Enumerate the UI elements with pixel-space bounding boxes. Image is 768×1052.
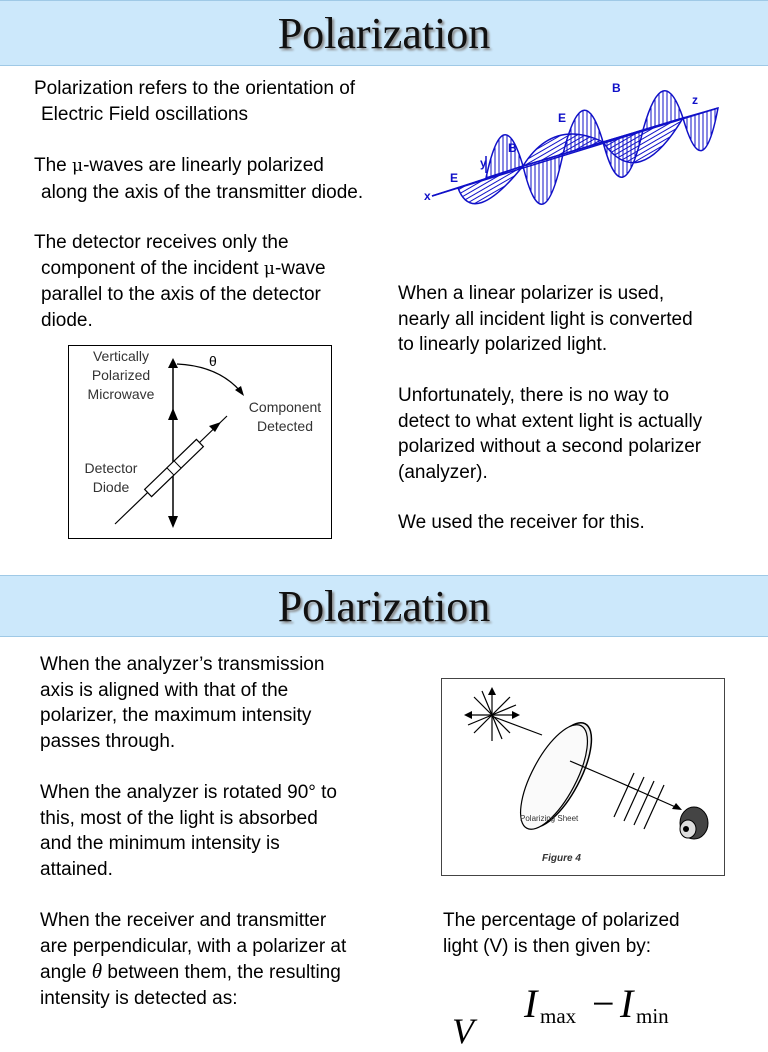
b-field-lobe [523,134,603,166]
wave-label-B-top: B [612,81,621,95]
rotated-line-2: this, most of the light is absorbed [40,807,318,829]
slide1-title-banner [0,0,768,66]
slide1-intro-paragraph [34,76,355,127]
slide1-detector-paragraph [34,230,326,333]
rotated-line-3: and the minimum intensity is [40,833,280,854]
detector-line-4: diode. [41,309,93,331]
label-detected: Detected [256,418,314,434]
slide1-title: Polarization [277,8,491,58]
analyzer-line-3: polarized without a second polarizer [398,436,702,457]
theta-label: θ [209,353,217,369]
label-component: Component [248,399,322,415]
polarizer-line-2: nearly all incident light is converted [398,308,693,330]
aligned-line-2: axis is aligned with that of the [40,679,289,701]
slide1-waves-paragraph [34,153,363,205]
formula-sub-min: min [636,1004,669,1028]
perpendicular-line-1: When the receiver and transmitter [40,910,327,931]
analyzer-line-1: Unfortunately, there is no way to [398,385,670,406]
e-field-lobe [683,108,718,151]
arrow-up-mid [168,408,178,420]
polarization-formula [452,980,712,1051]
detector-arrow [209,422,221,432]
perpendicular-line-3: angle θ between them, the resulting [40,959,341,983]
waves-line-1: The μ-waves are linearly polarized [34,155,324,176]
detector-diagram [69,346,331,538]
observer-eye-icon [680,807,708,839]
polarized-oscillation-arrows [614,773,664,829]
ray-arrowhead [464,711,472,719]
perpendicular-line-2: are perpendicular, with a polarizer at [40,935,347,957]
wave-label-x: x [424,189,431,203]
percentage-line-1: The percentage of polarized [443,910,680,931]
detector-line-3: parallel to the axis of the detector [41,284,321,305]
slide1-polarizer-paragraph [398,281,693,358]
slide2-title: Polarization [277,581,491,631]
wave-label-E-left: E [450,171,459,185]
label-vertically: Vertically [92,348,150,364]
formula-V: V [452,1011,474,1051]
rotated-line-1: When the analyzer is rotated 90° to [40,782,337,803]
analyzer-line-4: (analyzer). [398,461,488,483]
formula-sub-max: max [540,1004,577,1028]
rotated-line-4: attained. [40,858,113,880]
aligned-line-3: polarizer, the maximum intensity [40,705,312,726]
incident-beam [494,717,542,735]
polarizing-sheet-label: Polarizing Sheet [520,814,579,823]
b-field-lobe [603,118,683,163]
arrow-up-top [168,358,178,368]
slide2-title-banner [0,575,768,637]
aligned-line-1: When the analyzer’s transmission [40,654,325,675]
formula-I-min: I [620,981,634,1026]
slide2-aligned-paragraph [40,652,324,754]
detector-diode-shape [145,439,204,496]
polarizing-sheet-figure-box [441,678,725,876]
slide2-perpendicular-paragraph [40,908,346,1011]
polarizer-line-1: When a linear polarizer is used, [398,283,665,304]
label-detector: Detector [84,460,138,476]
wave-label-y: y [480,156,487,170]
figure-caption: Figure 4 [542,853,581,864]
receiver-line: We used the receiver for this. [398,512,645,533]
intro-line-1: Polarization refers to the orientation of [34,78,356,99]
slide2-percentage-paragraph [443,908,680,959]
aligned-line-4: passes through. [40,730,176,752]
wave-label-B-left: B [508,141,517,155]
slide1-receiver-paragraph [398,510,645,536]
light-source-icon [466,689,518,741]
percentage-line-2: light (V) is then given by: [443,935,652,957]
transmitted-beam-end [612,779,680,809]
detector-line-1: The detector receives only the [34,232,289,253]
formula-minus: − [592,981,615,1026]
polarizer-line-3: to linearly polarized light. [398,334,608,355]
label-polarized: Polarized [91,367,151,383]
detector-diagram-box [68,345,332,539]
polarizing-sheet-figure [442,679,724,875]
perpendicular-line-4: intensity is detected as: [40,987,238,1009]
formula-I-max: I [524,981,538,1026]
slide2-rotated-paragraph [40,780,337,882]
em-wave-figure [418,78,730,248]
intro-line-2: Electric Field oscillations [41,103,248,125]
analyzer-line-2: detect to what extent light is actually [398,410,703,432]
slide1-analyzer-paragraph [398,383,702,485]
wave-label-E-top: E [558,111,567,125]
wave-label-z: z [692,93,698,107]
waves-line-2: along the axis of the transmitter diode. [41,181,364,203]
ray-arrowhead [512,711,520,719]
arrow-down-bottom [168,516,178,528]
ray-arrowhead [488,687,496,695]
detector-line-2: component of the incident μ-wave [41,257,326,279]
label-microwave: Microwave [87,386,155,402]
label-diode: Diode [92,479,130,495]
